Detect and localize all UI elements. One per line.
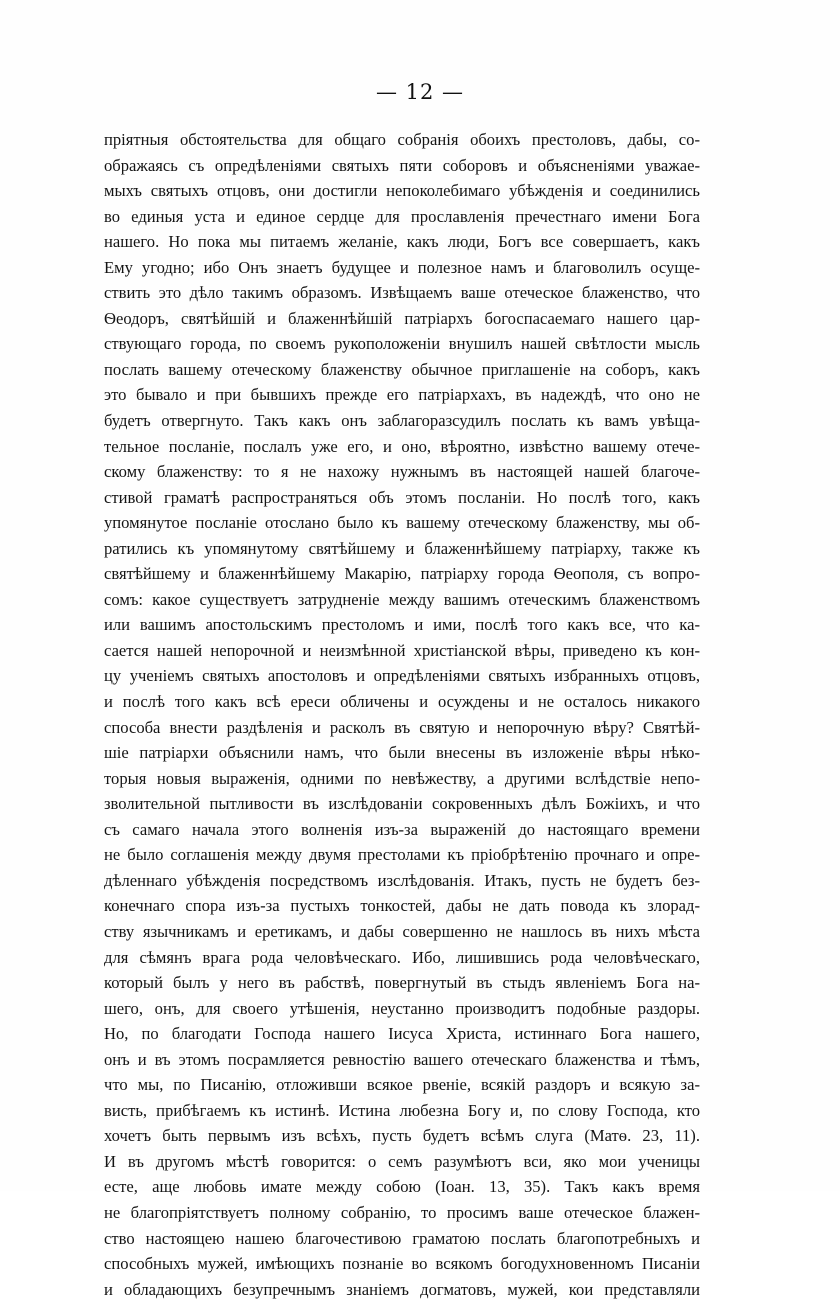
- text-line: или вашимъ апостольскимъ престоломъ и ими, послѣ того какъ все, что ка-: [104, 615, 700, 635]
- text-line: святѣйшему и блаженнѣйшему Макарію, патріарху города Ѳеополя, съ вопро-: [104, 564, 700, 584]
- text-line: есте, аще любовь имате между собою (Іоан. 13, 35). Такъ какъ время: [104, 1177, 700, 1197]
- text-line: И въ другомъ мѣстѣ говорится: о семъ разумѣютъ вси, яко мои ученицы: [104, 1151, 700, 1171]
- text-line: послать вашему отеческому блаженству обычное приглашеніе на соборъ, какъ: [104, 359, 700, 379]
- page-number: — 12 —: [375, 80, 465, 104]
- text-line: способныхъ мужей, имѣющихъ познаніе во всякомъ богодухновенномъ Писаніи: [104, 1254, 700, 1274]
- text-line: для сѣмянъ врага рода человѣческаго. Ибо, лишившись рода человѣческаго,: [104, 947, 700, 967]
- text-line: съ самаго начала этого волненія изъ-за выраженій до настоящаго времени: [104, 819, 700, 839]
- text-line: пріятныя обстоятельства для общаго собранія обоихъ престоловъ, дабы, со-: [104, 130, 700, 149]
- text-line: торыя новыя выраженія, одними по невѣжеству, а другими вслѣдствіе непо-: [104, 768, 700, 788]
- text-line: это бывало и при бывшихъ прежде его патріархахъ, въ надеждѣ, что оно не: [104, 385, 700, 405]
- text-line: который былъ у него въ рабствѣ, повергнутый въ стыдъ явленіемъ Бога на-: [104, 973, 700, 993]
- text-line: будетъ отвергнуто. Такъ какъ онъ заблагоразсудилъ послать къ вамъ увѣща-: [104, 411, 700, 431]
- text-line: конечнаго спора изъ-за пустыхъ тонкостей, дабы не дать повода къ злорад-: [104, 896, 700, 916]
- text-line: не было соглашенія между двумя престолами къ пріобрѣтенію прочнаго и опре-: [104, 845, 700, 865]
- text-line: Ему угодно; ибо Онъ знаетъ будущее и полезное намъ и благоволилъ осуще-: [104, 257, 700, 277]
- text-line: онъ и въ этомъ посрамляется ревностію вашего отеческаго блаженства и тѣмъ,: [104, 1049, 700, 1069]
- text-line: во единыя уста и единое сердце для прославленія пречестнаго имени Бога: [104, 206, 700, 226]
- text-line: шего, онъ, для своего утѣшенія, неустанно производитъ подобные раздоры.: [104, 998, 700, 1018]
- text-line: сомъ: какое существуетъ затрудненіе между вашимъ отеческимъ блаженствомъ: [104, 589, 700, 609]
- text-line: шіе патріархи объяснили намъ, что были внесены въ изложеніе вѣры нѣко-: [104, 743, 700, 763]
- text-line: не благопріятствуетъ полному собранію, то просимъ ваше отеческое блажен-: [104, 1202, 700, 1222]
- text-line: зволительной пытливости въ изслѣдованіи сокровенныхъ дѣлъ Божіихъ, и что: [104, 794, 700, 814]
- text-line: и обладающихъ безупречнымъ знаніемъ догматовъ, мужей, кои представляли: [104, 1279, 700, 1299]
- text-line: сается нашей непорочной и неизмѣнной христіанской вѣры, приведено къ кон-: [104, 640, 700, 660]
- text-line: ствить это дѣло такимъ образомъ. Извѣщаемъ ваше отеческое блаженство, что: [104, 283, 700, 303]
- text-line: нашего. Но пока мы питаемъ желаніе, какъ люди, Богъ все совершаетъ, какъ: [104, 232, 700, 252]
- text-line: хочетъ быть первымъ изъ всѣхъ, пусть будетъ всѣмъ слуга (Матѳ. 23, 11).: [104, 1126, 700, 1146]
- text-line: упомянутое посланіе отослано было къ вашему отеческому блаженству, мы об-: [104, 513, 700, 533]
- text-line: мыхъ святыхъ отцовъ, они достигли непоколебимаго убѣжденія и соединились: [104, 181, 700, 201]
- body-text: [104, 127, 700, 1302]
- text-line: ство настоящею нашею благочестивою граматою послать благопотребныхъ и: [104, 1228, 700, 1248]
- text-line: скому блаженству: то я не нахожу нужнымъ въ настоящей нашей благоче-: [104, 462, 700, 482]
- text-line: ратились къ упомянутому святѣйшему и блаженнѣйшему патріарху, также къ: [104, 538, 700, 558]
- text-line: тельное посланіе, послалъ уже его, и оно, вѣроятно, извѣстно вашему отече-: [104, 436, 700, 456]
- text-line: что мы, по Писанію, отложивши всякое рвеніе, всякій раздоръ и всякую за-: [104, 1075, 700, 1095]
- text-line: и послѣ того какъ всѣ ереси обличены и осуждены и не осталось никакого: [104, 692, 700, 712]
- text-line: ображаясь съ опредѣленіями святыхъ пяти соборовъ и объясненіями уважае-: [104, 155, 700, 175]
- text-line: цу ученіемъ святыхъ апостоловъ и опредѣленіями святыхъ избранныхъ отцовъ,: [104, 666, 700, 686]
- text-line: дѣленнаго убѣжденія посредствомъ изслѣдованія. Итакъ, пусть не будетъ без-: [104, 870, 700, 890]
- text-line: ству язычникамъ и еретикамъ, и дабы совершенно не нашлось въ нихъ мѣста: [104, 921, 700, 941]
- text-line: висть, прибѣгаемъ къ истинѣ. Истина любезна Богу и, по слову Господа, кто: [104, 1100, 700, 1120]
- text-line: Ѳеодоръ, святѣйшій и блаженнѣйшій патріархъ богоспасаемаго нашего цар-: [104, 308, 700, 328]
- text-line: стивой граматѣ распространяться объ этомъ посланіи. Но послѣ того, какъ: [104, 487, 700, 507]
- text-line: ствующаго города, по своемъ рукоположеніи внушилъ нашей свѣтлости мысль: [104, 334, 700, 354]
- text-line: Но, по благодати Господа нашего Іисуса Христа, истиннаго Бога нашего,: [104, 1024, 700, 1044]
- text-line: способа внести раздѣленія и расколъ въ святую и непорочную вѣру? Святѣй-: [104, 717, 700, 737]
